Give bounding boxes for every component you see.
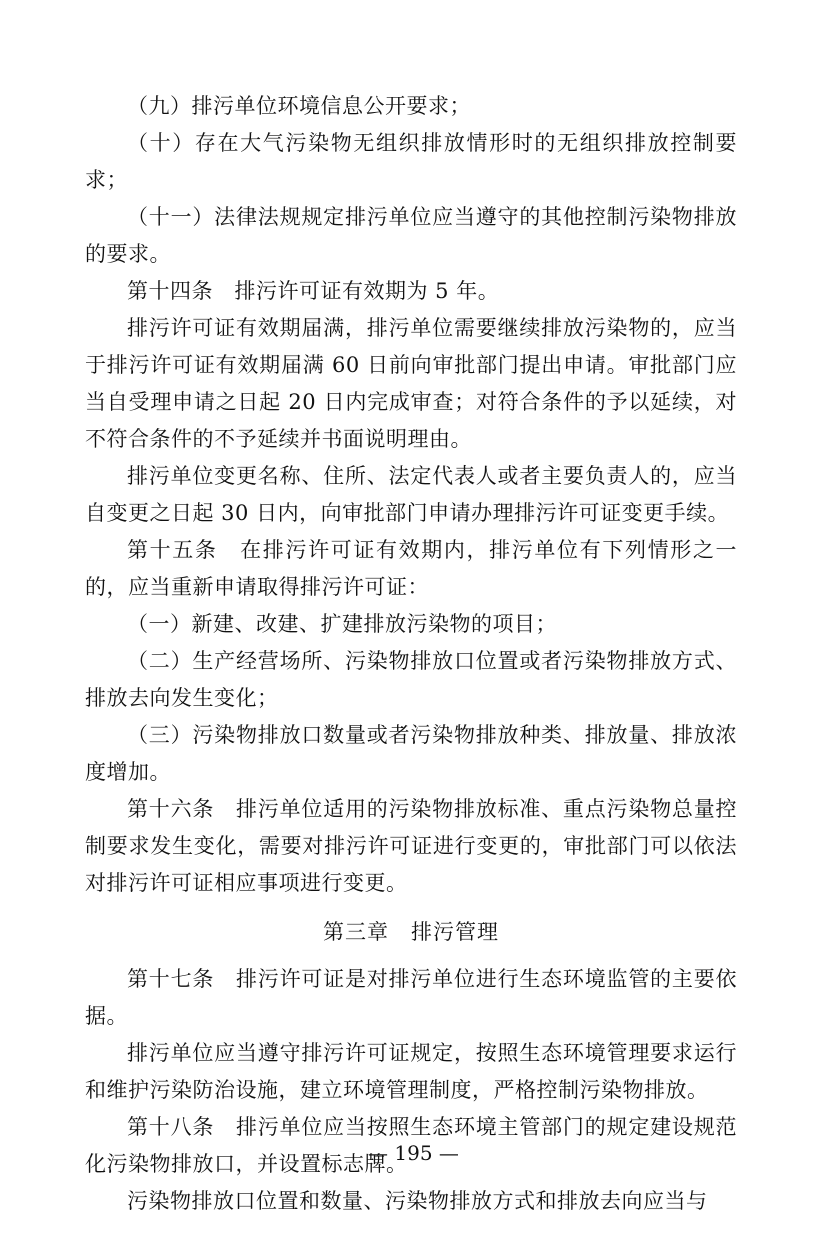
article-15-item-3: （三）污染物排放口数量或者污染物排放种类、排放量、排放浓度增加。 [85,723,737,784]
article-15-item-1: （一）新建、改建、扩建排放污染物的项目； [127,612,557,636]
article-18: 第十八条 排污单位应当按照生态环境主管部门的规定建设规范化污染物排放口，并设置标志牌。 [85,1115,737,1176]
article-16: 第十六条 排污单位适用的污染物排放标准、重点污染物总量控制要求发生变化，需要对排污许可证进行变更的，审批部门可以依法对排污许可证相应事项进行变更。 [85,797,737,895]
article-15-item-2: （二）生产经营场所、污染物排放口位置或者污染物排放方式、排放去向发生变化； [85,649,737,710]
article-15: 第十五条 在排污许可证有效期内，排污单位有下列情形之一的，应当重新申请取得排污许可证： [85,538,737,599]
page-number: — 195 — [368,1141,459,1165]
article-18-paragraph-2: 污染物排放口位置和数量、污染物排放方式和排放去向应当与 [127,1189,708,1213]
document-page [85,88,737,1220]
article-17: 第十七条 排污许可证是对排污单位进行生态环境监管的主要依据。 [85,967,737,1028]
article-17-paragraph-2: 排污单位应当遵守排污许可证规定，按照生态环境管理要求运行和维护污染防治设施，建立环境管理制度，严格控制污染物排放。 [85,1041,737,1102]
list-item-11: （十一）法律法规规定排污单位应当遵守的其他控制污染物排放的要求。 [85,205,737,266]
chapter-heading: 第三章 排污管理 [323,920,499,944]
list-item-10: （十）存在大气污染物无组织排放情形时的无组织排放控制要求； [85,131,737,192]
article-14: 第十四条 排污许可证有效期为 5 年。 [127,279,500,303]
list-item-9: （九）排污单位环境信息公开要求； [127,94,471,118]
article-14-paragraph-2: 排污许可证有效期届满，排污单位需要继续排放污染物的，应当于排污许可证有效期届满 60 日前向审批部门提出申请。审批部门应当自受理申请之日起 20 日内完成审查；对符合条件的予以延续，对不符合条件的不予延续并书面说明理由。 [85,316,737,451]
article-14-paragraph-3: 排污单位变更名称、住所、法定代表人或者主要负责人的，应当自变更之日起 30 日内，向审批部门申请办理排污许可证变更手续。 [85,464,737,525]
